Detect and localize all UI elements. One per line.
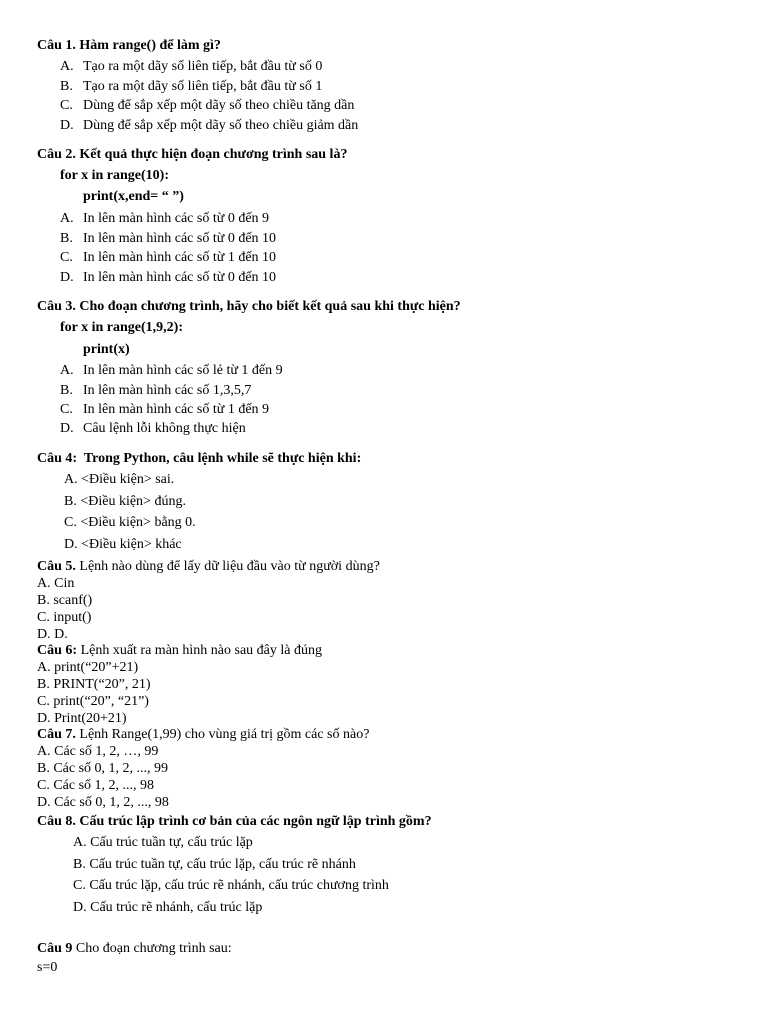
q8-title: Câu 8. Cấu trúc lập trình cơ bản của các ngôn ngữ lập trình gồm? <box>37 814 432 829</box>
q7-option-b: B. Các số 0, 1, 2, ..., 99 <box>37 761 169 776</box>
q2-option-a: A. In lên màn hình các số từ 0 đến 9 <box>60 211 270 226</box>
q2-code-line-1: for x in range(10): <box>60 168 169 183</box>
q7-option-a: A. Các số 1, 2, …, 99 <box>37 744 159 759</box>
q1-option-b: B. Tạo ra một dãy số liên tiếp, bắt đầu từ số 1 <box>60 79 323 94</box>
q9-title: Câu 9 Cho đoạn chương trình sau: <box>37 941 232 956</box>
q6-option-c: C. print(“20”, “21”) <box>37 694 149 709</box>
q2-option-b: B. In lên màn hình các số từ 0 đến 10 <box>60 231 277 246</box>
q3-option-c: C. In lên màn hình các số từ 1 đến 9 <box>60 402 270 417</box>
q8-option-a: A. Cấu trúc tuần tự, cấu trúc lặp <box>73 835 253 850</box>
q6-option-d: D. Print(20+21) <box>37 711 127 726</box>
q6-title: Câu 6: Lệnh xuất ra màn hình nào sau đây là đúng <box>37 643 322 658</box>
q1-title: Câu 1. Hàm range() để làm gì? <box>37 38 221 53</box>
q6-option-a: A. print(“20”+21) <box>37 660 139 675</box>
q7-title: Câu 7. Lệnh Range(1,99) cho vùng giá trị gồm các số nào? <box>37 727 370 742</box>
q5-option-a: A. Cin <box>37 576 75 591</box>
q4-option-a: A. <Điều kiện> sai. <box>64 472 175 487</box>
q1-option-d: D. Dùng để sắp xếp một dãy số theo chiều giảm dần <box>60 118 359 133</box>
q7-option-c: C. Các số 1, 2, ..., 98 <box>37 778 155 793</box>
q3-code-line-2: print(x) <box>83 342 130 357</box>
q4-option-b: B. <Điều kiện> đúng. <box>64 494 186 509</box>
q5-option-c: C. input() <box>37 610 92 625</box>
q4-option-d: D. <Điều kiện> khác <box>64 537 182 552</box>
q3-option-d: D. Câu lệnh lỗi không thực hiện <box>60 421 246 436</box>
q3-title: Câu 3. Cho đoạn chương trình, hãy cho biết kết quả sau khi thực hiện? <box>37 299 461 314</box>
q4-title: Câu 4: Trong Python, câu lệnh while sẽ thực hiện khi: <box>37 451 362 466</box>
q1-option-c: C. Dùng để sắp xếp một dãy số theo chiều tăng dần <box>60 98 355 113</box>
q5-title: Câu 5. Lệnh nào dùng để lấy dữ liệu đầu vào từ người dùng? <box>37 559 380 574</box>
q3-code-line-1: for x in range(1,9,2): <box>60 320 183 335</box>
q5-option-b: B. scanf() <box>37 593 93 608</box>
q8-option-c: C. Cấu trúc lặp, cấu trúc rẽ nhánh, cấu trúc chương trình <box>73 878 389 893</box>
q9-code-line-1: s=0 <box>37 960 58 975</box>
q2-option-d: D. In lên màn hình các số từ 0 đến 10 <box>60 270 277 285</box>
q8-option-d: D. Cấu trúc rẽ nhánh, cấu trúc lặp <box>73 900 263 915</box>
q2-code-line-2: print(x,end= “ ”) <box>83 189 184 204</box>
q8-option-b: B. Cấu trúc tuần tự, cấu trúc lặp, cấu trúc rẽ nhánh <box>73 857 356 872</box>
q3-option-a: A. In lên màn hình các số lẻ từ 1 đến 9 <box>60 363 283 378</box>
q2-title: Câu 2. Kết quả thực hiện đoạn chương trình sau là? <box>37 147 348 162</box>
q3-option-b: B. In lên màn hình các số 1,3,5,7 <box>60 383 252 398</box>
q5-option-d: D. D. <box>37 627 68 642</box>
q4-option-c: C. <Điều kiện> bằng 0. <box>64 515 196 530</box>
q6-option-b: B. PRINT(“20”, 21) <box>37 677 151 692</box>
q1-option-a: A. Tạo ra một dãy số liên tiếp, bắt đầu từ số 0 <box>60 59 323 74</box>
q2-option-c: C. In lên màn hình các số từ 1 đến 10 <box>60 250 277 265</box>
q7-option-d: D. Các số 0, 1, 2, ..., 98 <box>37 795 169 810</box>
